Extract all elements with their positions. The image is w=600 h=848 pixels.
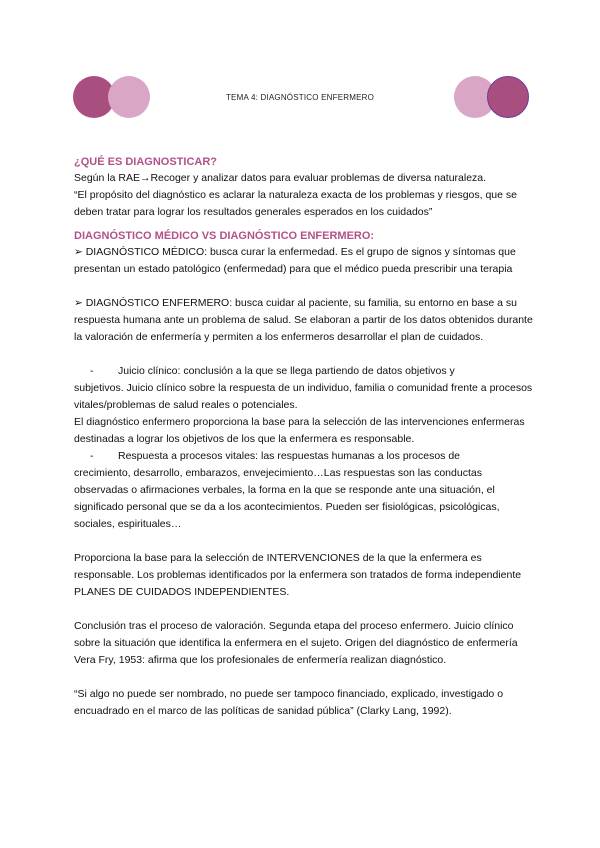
list-item-respuesta-procesos (74, 448, 534, 465)
list-item-juicio-text: Juicio clínico: conclusión a la que se llega partiendo de datos objetivos y (118, 365, 455, 377)
section-heading-medico-vs-enfermero: DIAGNÓSTICO MÉDICO VS DIAGNÓSTICO ENFERMERO: (74, 230, 375, 242)
document-title: TEMA 4: DIAGNÓSTICO ENFERMERO (225, 93, 375, 102)
list-dash: - (90, 450, 94, 462)
paragraph-quote: “Si algo no puede ser nombrado, no puede ser tampoco financiado, explicado, investigado o encuadrado en el marco de las políticas de sanidad pública” (Clarky Lang, 1992). (74, 688, 504, 717)
list-dash: - (90, 365, 94, 377)
paragraph-rae: Según la RAE→Recoger y analizar datos para evaluar problemas de diversa naturaleza. (74, 172, 487, 184)
list-item-juicio-clinico (74, 363, 534, 380)
section-heading-diagnosticar: ¿QUÉ ES DIAGNOSTICAR? (74, 156, 218, 168)
paragraph-diagnostico-enfermero: ➢ DIAGNÓSTICO ENFERMERO: busca cuidar al paciente, su familia, su entorno en base a su respuesta humana ante un problema de salud. Se elaboran a partir de los datos obtenidos durante la valoración de enfermería y permiten a los enfermeros desarrollar el plan de cuidados. (74, 297, 533, 343)
paragraph-juicio-continuation: subjetivos. Juicio clínico sobre la respuesta de un individuo, familia o comunidad frente a procesos vitales/problemas de salud reales o potenciales. (74, 382, 533, 411)
paragraph-base-intervenciones: El diagnóstico enfermero proporciona la base para la selección de las intervenciones enfermeras destinadas a lograr los objetivos de los que la enfermera es responsable. (74, 416, 525, 445)
paragraph-diagnostico-medico: ➢ DIAGNÓSTICO MÉDICO: busca curar la enfermedad. Es el grupo de signos y síntomas que presentan un estado patológico (enfermedad) para que el médico pueda prescribir una terapia (74, 246, 516, 275)
paragraph-proposito: “El propósito del diagnóstico es aclarar la naturaleza exacta de los problemas y riesgos, que se deben tratar para lograr los resultados generales esperados en los cuidados” (74, 189, 517, 218)
list-item-respuesta-text: Respuesta a procesos vitales: las respuestas humanas a los procesos de (118, 450, 461, 462)
paragraph-respuesta-continuation: crecimiento, desarrollo, embarazos, envejecimiento…Las respuestas son las conductas observadas o afirmaciones verbales, la forma en la que se responde ante una situación, el significado personal que se da a los acontecimientos. Pueden ser fisiológicas, psicológicas, sociales, espirituales… (74, 467, 500, 530)
paragraph-conclusion: Conclusión tras el proceso de valoración. Segunda etapa del proceso enfermero. Juicio clínico sobre la situación que identifica la enfermera en el sujeto. Origen del diagnóstico de enfermería Vera Fry, 1953: afirma que los profesionales de enfermería realizan diagnóstico. (74, 620, 518, 666)
document-body (74, 156, 534, 720)
paragraph-proporciona: Proporciona la base para la selección de INTERVENCIONES de la que la enfermera es responsable. Los problemas identificados por la enfermera son tratados de forma independiente PLANES DE CUIDADOS INDEPENDIENTES. (74, 552, 522, 598)
